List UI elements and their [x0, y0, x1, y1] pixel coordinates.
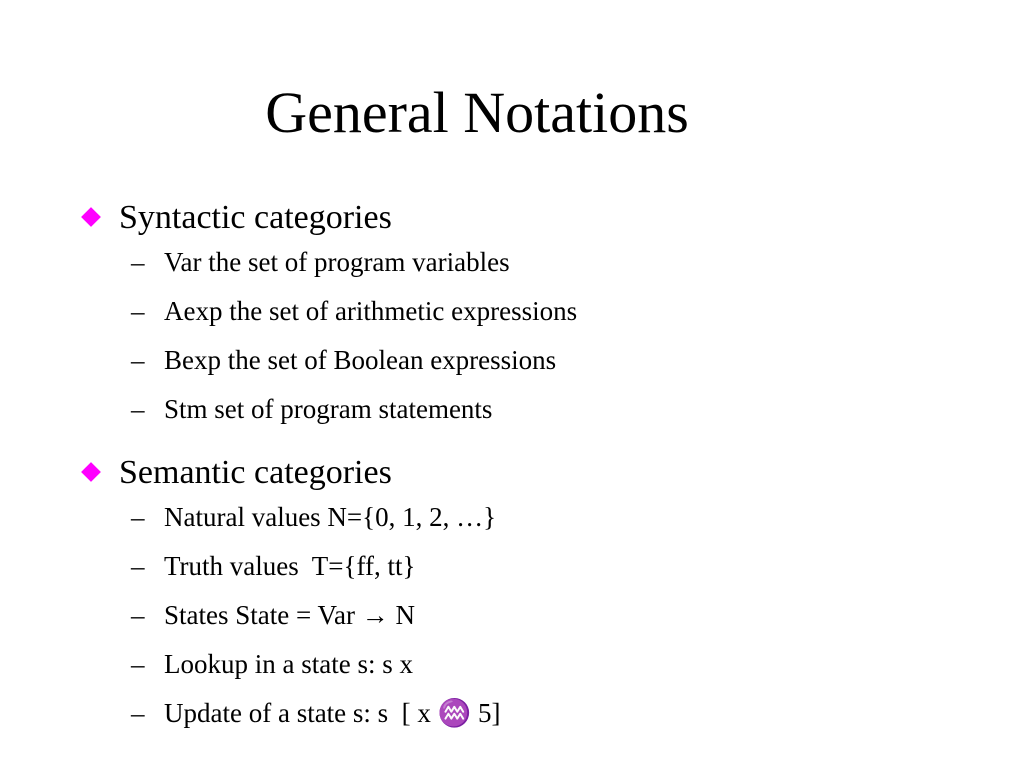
bullet-label: Semantic categories	[119, 454, 392, 491]
sub-item-label: Lookup in a state s: s x	[164, 649, 413, 679]
dash-icon: –	[131, 649, 145, 679]
dash-icon: –	[131, 394, 145, 424]
sub-item-label: Aexp the set of arithmetic expressions	[164, 296, 578, 326]
magenta-diamond-bullet-icon	[81, 207, 101, 227]
bullet-label: Syntactic categories	[119, 199, 392, 236]
sub-item-label: Truth values T={ff, tt}	[164, 551, 416, 581]
bullet-semantic-categories	[84, 450, 984, 496]
dash-icon: –	[131, 247, 145, 277]
sub-item-lookup	[84, 646, 984, 695]
dash-icon: –	[131, 600, 145, 630]
sub-item-update	[84, 695, 984, 744]
sub-item-natural-values	[84, 499, 984, 548]
sub-item-label: Natural values N={0, 1, 2, …}	[164, 502, 497, 532]
dash-icon: –	[131, 296, 145, 326]
dash-icon: –	[131, 345, 145, 375]
sub-item-label: Var the set of program variables	[164, 247, 510, 277]
dash-icon: –	[131, 698, 145, 728]
slide-title: General Notations	[265, 80, 689, 145]
bullet-syntactic-categories	[84, 195, 984, 241]
sub-item-label: Bexp the set of Boolean expressions	[164, 345, 557, 375]
sub-item-aexp	[84, 293, 984, 342]
sub-list-semantic	[84, 499, 984, 744]
section-syntactic	[84, 195, 984, 440]
sub-item-label: Update of a state s: s [ x ♒ 5]	[164, 698, 501, 728]
sub-item-bexp	[84, 342, 984, 391]
sub-item-var	[84, 244, 984, 293]
section-semantic	[84, 450, 984, 744]
sub-item-stm	[84, 391, 984, 440]
dash-icon: –	[131, 551, 145, 581]
dash-icon: –	[131, 502, 145, 532]
magenta-diamond-bullet-icon	[81, 462, 101, 482]
sub-list-syntactic	[84, 244, 984, 440]
sub-item-label: States State = Var → N	[164, 600, 415, 630]
sub-item-label: Stm set of program statements	[164, 394, 493, 424]
sub-item-truth-values	[84, 548, 984, 597]
sub-item-states	[84, 597, 984, 646]
